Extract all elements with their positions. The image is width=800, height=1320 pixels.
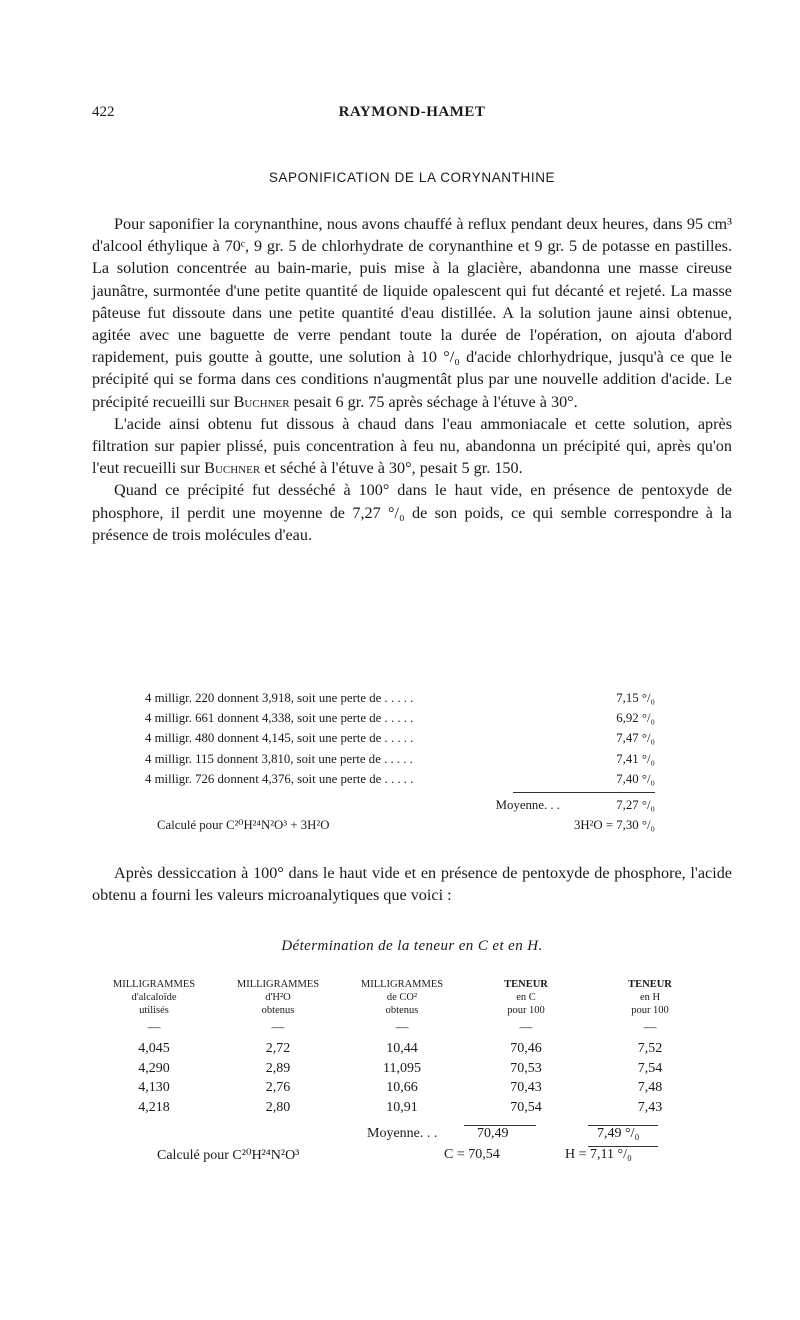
loss-row: 4 milligr. 480 donnent 4,145, soit une perte de . . . . . 7,47 °/₀ xyxy=(145,731,655,746)
column-header: MILLIGRAMMES de CO² obtenus xyxy=(360,979,444,1016)
column-header: TENEUR en H pour 100 xyxy=(628,979,672,1016)
loss-row: 4 milligr. 115 donnent 3,810, soit une perte de . . . . . 7,41 °/₀ xyxy=(145,751,655,766)
paragraph-1: Pour saponifier la corynanthine, nous avons chauffé à reflux pendant deux heures, dans 95 cm³ d'alcool éthylique à 70ᶜ, 9 gr. 5 de chlorhydrate de corynanthine et 9 gr. 5 de potasse en pastilles. La solution concentrée au bain-marie, puis mise à la glacière, abandonna une masse cireuse jaunâtre, surmontée d'une petite quantité de liquide opalescent qui fut décanté et rejeté. La masse pâteuse fut dissoute dans une petite quantité d'eau distillée. A la solution jaune ainsi obtenue, agitée avec une baguette de verre pendant toute la durée de l'opération, on ajouta d'abord rapidement, puis goutte à goutte, une solution à 10 °/₀ d'acide chlorhydrique, jusqu'à ce que le précipité qui se forma dans ces conditions n'augmentât plus par une nouvelle addition d'acide. Le précipité recueilli sur Buchner pesait 6 gr. 75 après séchage à l'étuve à 30°. xyxy=(92,215,732,411)
sum-rule xyxy=(513,792,655,793)
paragraph-3: Quand ce précipité fut desséché à 100° dans le haut vide, en présence de pentoxyde de phosphore, il perdit une moyenne de 7,27 °/₀ de son poids, ce qui semble correspondre à la présence de trois molécules d'eau. xyxy=(92,481,732,544)
section-title: SAPONIFICATION DE LA CORYNANTHINE xyxy=(268,170,556,185)
running-head: RAYMOND-HAMET xyxy=(338,104,486,120)
table-row: 4,218 2,80 10,91 70,54 7,43 xyxy=(138,1099,663,1115)
dash-row: — — — — — xyxy=(147,1019,657,1034)
loss-mean: Moyenne. . . 7,27 °/₀ xyxy=(495,797,655,812)
column-header: TENEUR en C pour 100 xyxy=(504,979,548,1016)
determination-title: Détermination de la teneur en C et en H. xyxy=(281,938,543,954)
table-row: 4,290 2,89 11,095 70,53 7,54 xyxy=(138,1060,663,1076)
loss-row: 4 milligr. 661 donnent 4,338, soit une perte de . . . . . 6,92 °/₀ xyxy=(145,711,655,726)
table-row: 4,045 2,72 10,44 70,46 7,52 xyxy=(138,1041,663,1056)
table-row: 4,130 2,76 10,66 70,43 7,48 xyxy=(138,1080,663,1095)
paragraph-4: Après dessiccation à 100° dans le haut vide et en présence de pentoxyde de phosphore, l'acide obtenu a fourni les valeurs microanalytiques que voici : xyxy=(92,864,732,905)
loss-calculated: Calculé pour C²⁰H²⁴N²O³ + 3H²O 3H²O = 7,30 °/₀ xyxy=(157,817,655,832)
loss-row: 4 milligr. 726 donnent 4,376, soit une perte de . . . . . 7,40 °/₀ xyxy=(145,771,655,786)
loss-row: 4 milligr. 220 donnent 3,918, soit une perte de . . . . . 7,15 °/₀ xyxy=(145,691,655,705)
author-buchner: Buchner xyxy=(204,459,261,478)
page-header xyxy=(92,104,732,126)
column-header: MILLIGRAMMES d'H²O obtenus xyxy=(236,979,320,1016)
author-buchner: Buchner xyxy=(233,392,290,411)
column-header: MILLIGRAMMES d'alcaloïde utilisés xyxy=(112,979,196,1016)
page-number: 422 xyxy=(92,104,115,120)
ch-determination-table xyxy=(92,978,712,1117)
main-text xyxy=(92,213,732,546)
water-loss-table xyxy=(145,688,655,835)
table-header-row xyxy=(92,978,712,1017)
document-page: 422 RAYMOND-HAMET SAPONIFICATION DE LA CORYNANTHINE Pour saponifier la corynanthine, nous avons chauffé à reflux pendant deux heures, dans 95 cm³ d'alcool éthylique à 70ᶜ, 9 gr. 5 de chlorhydrate de corynanthine et 9 gr. 5 de potasse en pastilles. La solution concentrée au bain-marie, puis mise à la glacière, abandonna une masse cireuse jaunâtre, surmontée d'une petite quantité de liquide opalescent qui fut décanté et rejeté. La masse pâteuse fut dissoute dans une petite quantité d'eau distillée. A la solution jaune ainsi obtenue, agitée avec une baguette de verre pendant toute la durée de l'opération, on ajouta d'abord rapidement, puis goutte à goutte, une solution à 10 °/₀ d'acide chlorhydrique, jusqu'à ce que le précipité qui se forma dans ces conditions n'augmentât plus par une nouvelle addition d'acide. Le précipité recueilli sur Buchner pesait 6 gr. 75 après séchage à l'étuve à 30°. L'acide ainsi obtenu fut dissous à chaud dans l'eau ammoniacale et cette solution, après filtration sur papier plissé, puis concentration à feu nu, abandonna un précipité qui, après qu'on l'eut recueilli sur Buchner et séché à l'étuve à 30°, pesait 5 gr. 150. Quand ce précipité fut desséché à 100° dans le haut vide, en présence de pentoxyde de phosphore, il perdit une moyenne de 7,27 °/₀ de son poids, ce qui semble correspondre à la présence de trois molécules d'eau. 4 milligr. 220 donnent 3,918, soit une perte de . . . . . 7,15 °/₀ 4 milligr. 661 donnent 4,338, soit une perte de . . . . . 6,92 °/₀ 4 milligr. 480 donnent 4,145, soit une perte de . . . . . 7,47 °/₀ 4 milligr. 115 donnent 3,810, soit une perte de . . . . . 7,41 °/₀ 4 milligr. 726 donnent 4,376, soit une perte de . . . . . 7,40 °/₀ Moyenne. . . 7,27 °/₀ Calculé pour C²⁰H²⁴N²O³ + 3H²O 3H²O = 7,30 °/₀ Après dessiccation à 100° dans le haut vide et en présence de pentoxyde de phosphore, l'acide obtenu a fourni les valeurs microanalytiques que voici : Détermination de la teneur en C et en H. MILLIGRAMMES d'alcaloïde utilisés MILLIGRAMMES d'H²O obtenus MILLIGRAMMES de CO² obtenus TENEUR en C pour 100 TENEUR en H pour 100 — — — — — 4,045 2,72 10,44 70,46 7,52 4,290 2,89 11,095 70,53 7,54 4,130 2,76 10,66 70,43 7,48 4,218 2,80 10,91 70,54 7,43 Moyenne. . . 70,49 7,49 °/₀ Calculé pour C²⁰H²⁴N²O³ C = 70,54 H = 7,11 °/₀ xyxy=(92,104,732,1163)
paragraph-2: L'acide ainsi obtenu fut dissous à chaud dans l'eau ammoniacale et cette solution, après filtration sur papier plissé, puis concentration à feu nu, abandonna un précipité qui, après qu'on l'eut recueilli sur Buchner et séché à l'étuve à 30°, pesait 5 gr. 150. xyxy=(92,414,732,478)
